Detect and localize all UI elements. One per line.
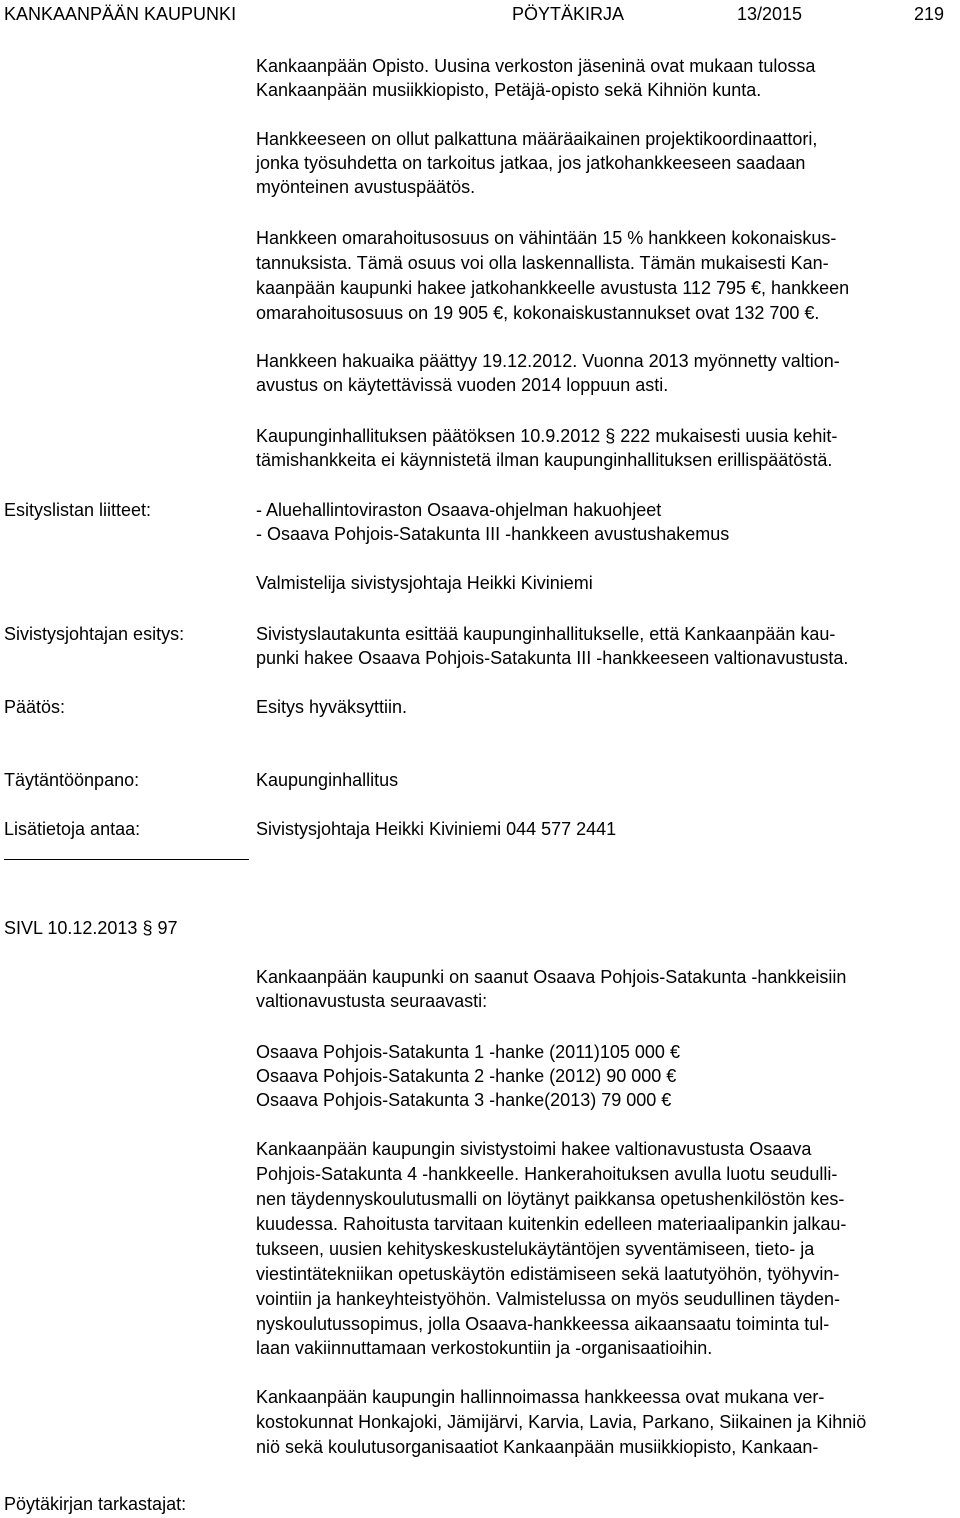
text-line: vointiin ja hankeyhteistyöhön. Valmistelussa on myös seudullinen täyden- (256, 1289, 840, 1309)
text-line: Kankaanpään kaupungin hallinnoimassa hankkeessa ovat mukana ver- (256, 1387, 825, 1407)
text-line: avustus on käytettävissä vuoden 2014 loppuun asti. (256, 375, 669, 395)
attachments-label: Esityslistan liitteet: (4, 500, 152, 520)
execution-text: Kaupunginhallitus (256, 770, 399, 790)
header-doc-type: PÖYTÄKIRJA (512, 4, 625, 24)
execution-label: Täytäntöönpano: (4, 770, 140, 790)
text-line: viestintätekniikan opetuskäytön edistämiseen sekä laatutyöhön, työhyvin- (256, 1264, 840, 1284)
decision-text: Esitys hyväksyttiin. (256, 697, 408, 717)
text-line: Kankaanpään kaupungin sivistystoimi hakee valtionavustusta Osaava (256, 1139, 812, 1159)
grant-item: Osaava Pohjois-Satakunta 2 -hanke (2012) 90 000 € (256, 1066, 677, 1086)
attachment-item: - Aluehallintoviraston Osaava-ohjelman hakuohjeet (256, 500, 662, 520)
text-line: laan vakiinnuttamaan verkostokuntiin ja -organisaatioihin. (256, 1338, 713, 1358)
header-page-number: 219 (914, 4, 945, 24)
text-line: nen täydennyskoulutusmalli on löytänyt paikkansa opetushenkilöstön kes- (256, 1189, 845, 1209)
text-line: jonka työsuhdetta on tarkoitus jatkaa, jos jatkohankkeeseen saadaan (256, 153, 806, 173)
text-line: omarahoitusosuus on 19 905 €, kokonaiskustannukset ovat 132 700 €. (256, 303, 820, 323)
text-line: nyskoulutussopimus, jolla Osaava-hankkeessa aikaansaatu toiminta tul- (256, 1314, 830, 1334)
info-text: Sivistysjohtaja Heikki Kiviniemi 044 577 2441 (256, 819, 617, 839)
text-line: kostokunnat Honkajoki, Jämijärvi, Karvia, Lavia, Parkano, Siikainen ja Kihniö (256, 1412, 867, 1432)
text-line: Kankaanpään musiikkiopisto, Petäjä-opisto sekä Kihniön kunta. (256, 80, 762, 100)
text-line: niö sekä koulutusorganisaatiot Kankaanpään musiikkiopisto, Kankaan- (256, 1437, 819, 1457)
text-line: Pohjois-Satakunta 4 -hankkeelle. Hankerahoituksen avulla luotu seudulli- (256, 1164, 838, 1184)
text-line: tannuksista. Tämä osuus voi olla laskennallista. Tämän mukaisesti Kan- (256, 253, 829, 273)
text-line: kuudessa. Rahoitusta tarvitaan kuitenkin edelleen materiaalipankin jalkau- (256, 1214, 847, 1234)
text-line: Kaupunginhallituksen päätöksen 10.9.2012 § 222 mukaisesti uusia kehit- (256, 426, 838, 446)
preparer-line: Valmistelija sivistysjohtaja Heikki Kiviniemi (256, 573, 593, 593)
header-org: KANKAANPÄÄN KAUPUNKI (4, 4, 237, 24)
text-line: valtionavustusta seuraavasti: (256, 991, 488, 1011)
attachment-item: - Osaava Pohjois-Satakunta III -hankkeen avustushakemus (256, 524, 730, 544)
proposal-line: punki hakee Osaava Pohjois-Satakunta III -hankkeeseen valtionavustusta. (256, 648, 849, 668)
text-line: Kankaanpään kaupunki on saanut Osaava Pohjois-Satakunta -hankkeisiin (256, 967, 847, 987)
grant-item: Osaava Pohjois-Satakunta 3 -hanke(2013) 79 000 € (256, 1090, 672, 1110)
section-reference: SIVL 10.12.2013 § 97 (4, 918, 178, 938)
decision-label: Päätös: (4, 697, 66, 717)
text-line: kaanpään kaupunki hakee jatkohankkeelle avustusta 112 795 €, hankkeen (256, 278, 850, 298)
section-divider (4, 859, 249, 860)
proposal-label: Sivistysjohtajan esitys: (4, 624, 185, 644)
grant-item: Osaava Pohjois-Satakunta 1 -hanke (2011)105 000 € (256, 1042, 680, 1062)
info-label: Lisätietoja antaa: (4, 819, 141, 839)
text-line: Kankaanpään Opisto. Uusina verkoston jäseninä ovat mukaan tulossa (256, 56, 816, 76)
text-line: Hankkeen omarahoitusosuus on vähintään 15 % hankkeen kokonaiskus- (256, 228, 837, 248)
text-line: tukseen, uusien kehityskeskustelukäytäntöjen syventämiseen, tieto- ja (256, 1239, 815, 1259)
text-line: myönteinen avustuspäätös. (256, 177, 476, 197)
text-line: tämishankkeita ei käynnistetä ilman kaupunginhallituksen erillispäätöstä. (256, 450, 833, 470)
footer-label: Pöytäkirjan tarkastajat: (4, 1494, 187, 1514)
proposal-line: Sivistyslautakunta esittää kaupunginhallitukselle, että Kankaanpään kau- (256, 624, 836, 644)
text-line: Hankkeen hakuaika päättyy 19.12.2012. Vuonna 2013 myönnetty valtion- (256, 351, 840, 371)
text-line: Hankkeeseen on ollut palkattuna määräaikainen projektikoordinaattori, (256, 129, 818, 149)
header-doc-number: 13/2015 (737, 4, 803, 24)
